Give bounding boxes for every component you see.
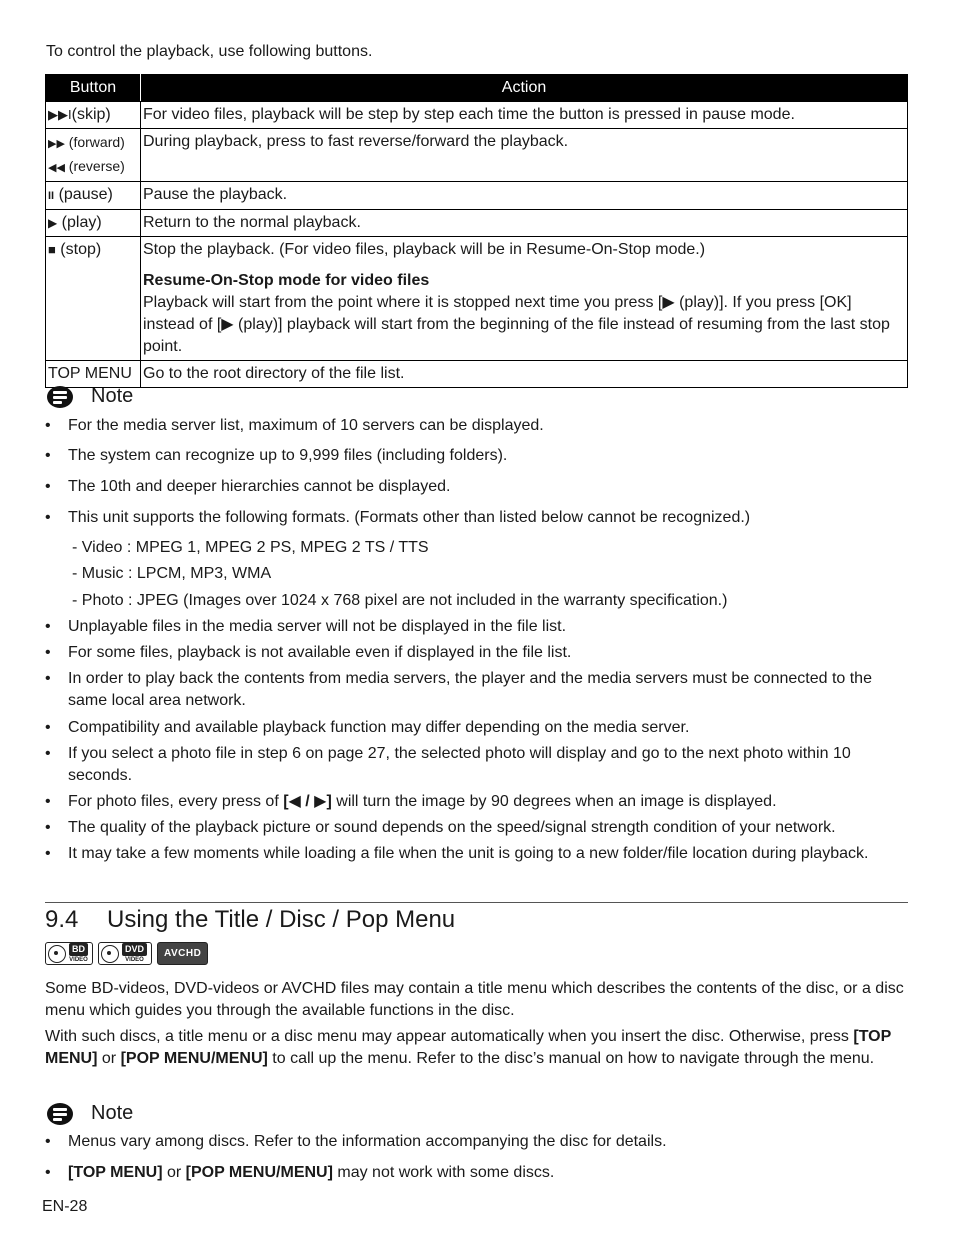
top-menu-key: [TOP MENU] — [45, 1028, 891, 1067]
list-item: • For some files, playback is not available even if displayed in the file list. — [45, 644, 572, 661]
format-music: - Music : LPCM, MP3, WMA — [72, 565, 272, 582]
list-item: • Menus vary among discs. Refer to the information accompanying the disc for details. — [45, 1133, 667, 1150]
section-heading: Using the Title / Disc / Pop Menu — [107, 906, 456, 933]
reverse-label: (reverse) — [64, 158, 125, 174]
list-item: • [TOP MENU] or [POP MENU/MENU] may not work with some discs. — [45, 1164, 555, 1181]
note-title-2: Note — [91, 1102, 134, 1124]
button-cell-pause — [46, 182, 141, 210]
list-item: • This unit supports the following formats. (Formats other than listed below cannot be recognized.) — [45, 509, 751, 526]
note-heading-2 — [47, 1102, 133, 1125]
section-paragraph-1: Some BD-videos, DVD-videos or AVCHD files may contain a title menu which describes the contents of the disc, or a disc menu which guides you through the available functions in the disc. — [45, 980, 904, 1019]
stop-label: (stop) — [55, 241, 102, 258]
list-item: • It may take a few moments while loading a file when the unit is going to a new folder/file location during playback. — [45, 845, 869, 862]
header-action: Action — [141, 75, 908, 102]
list-item: • For the media server list, maximum of 10 servers can be displayed. — [45, 417, 544, 434]
action-cell-skip: For video files, playback will be step by step each time the button is pressed in pause mode. — [141, 102, 908, 129]
action-cell-top-menu: Go to the root directory of the file list. — [141, 361, 908, 388]
list-item: • Compatibility and available playback function may differ depending on the media server. — [45, 719, 690, 736]
forward-icon: ▶▶ — [48, 138, 65, 150]
table-row-play — [46, 210, 908, 237]
table-row-top-menu — [46, 361, 908, 388]
disc-icon — [101, 945, 119, 963]
table-row-forward-reverse — [46, 129, 908, 182]
list-item: • For photo files, every press of [◀ / ▶] will turn the image by 90 degrees when an image is displayed. — [45, 793, 777, 810]
note-heading-1 — [47, 385, 133, 408]
button-cell-forward-reverse — [46, 129, 141, 182]
section-title — [45, 906, 455, 934]
reverse-icon: ◀◀ — [48, 162, 65, 174]
note-icon — [47, 1103, 73, 1125]
media-badges — [45, 942, 208, 965]
playback-controls-table — [45, 74, 908, 388]
table-row-stop — [46, 237, 908, 361]
table-row-skip — [46, 102, 908, 129]
pause-label: (pause) — [54, 186, 113, 203]
stop-icon: ■ — [48, 242, 56, 257]
button-cell-stop — [46, 237, 141, 361]
list-item: • The quality of the playback picture or sound depends on the speed/signal strength condition of your network. — [45, 819, 836, 836]
resume-on-stop-text: Playback will start from the point where it is stopped next time you press [▶ (play)]. If you press [OK] instead of [▶ (play)] playback will start from the beginning of the file instead of resuming from the last stop point. — [143, 294, 890, 355]
forward-label: (forward) — [64, 134, 125, 150]
pop-menu-key: [POP MENU/MENU] — [120, 1050, 268, 1067]
bd-video-badge: BD VIDEO — [45, 942, 93, 965]
list-item: • The system can recognize up to 9,999 files (including folders). — [45, 447, 508, 464]
action-cell-pause: Pause the playback. — [141, 182, 908, 210]
button-cell-skip — [46, 102, 141, 129]
stop-action-text: Stop the playback. (For video files, playback will be in Resume-On-Stop mode.) — [143, 241, 706, 258]
note-icon — [47, 386, 73, 408]
section-number: 9.4 — [45, 906, 79, 933]
resume-on-stop-title: Resume-On-Stop mode for video files — [143, 272, 430, 289]
skip-icon: ▶▶I — [48, 107, 72, 122]
header-button: Button — [46, 75, 141, 102]
intro-text: To control the playback, use following buttons. — [46, 43, 373, 60]
button-cell-play — [46, 210, 141, 237]
skip-label: (skip) — [71, 106, 111, 123]
note-title-1: Note — [91, 385, 134, 407]
play-label: (play) — [57, 214, 102, 231]
section-paragraph-2: With such discs, a title menu or a disc menu may appear automatically when you insert the disc. Otherwise, press [TOP MENU] or [POP MENU/MENU] to call up the menu. Refer to the disc’s manual on how to navigate through the menu. — [45, 1028, 891, 1067]
list-item: • If you select a photo file in step 6 on page 27, the selected photo will display and go to the next photo within 10 seconds. — [45, 745, 851, 784]
format-video: - Video : MPEG 1, MPEG 2 PS, MPEG 2 TS / TTS — [72, 539, 429, 556]
list-item: • Unplayable files in the media server will not be displayed in the file list. — [45, 618, 567, 635]
dvd-video-badge: DVD VIDEO — [98, 942, 152, 965]
format-photo: - Photo : JPEG (Images over 1024 x 768 pixel are not included in the warranty specification.) — [72, 592, 728, 609]
action-cell-stop — [141, 237, 908, 361]
button-cell-top-menu: TOP MENU — [46, 361, 141, 388]
list-item: • In order to play back the contents from media servers, the player and the media servers must be connected to the same local area network. — [45, 670, 872, 709]
pause-icon: II — [48, 190, 55, 202]
action-cell-play: Return to the normal playback. — [141, 210, 908, 237]
table-row-pause — [46, 182, 908, 210]
page-number: EN-28 — [42, 1198, 88, 1215]
action-cell-forward-reverse: During playback, press to fast reverse/forward the playback. — [141, 129, 908, 182]
left-right-keys: [◀ / ▶] — [283, 793, 332, 810]
disc-icon — [48, 945, 66, 963]
avchd-badge: AVCHD — [157, 942, 208, 965]
section-divider — [45, 902, 908, 903]
list-item: • The 10th and deeper hierarchies cannot be displayed. — [45, 478, 451, 495]
play-icon: ▶ — [48, 216, 58, 230]
table-header-row — [46, 75, 908, 102]
